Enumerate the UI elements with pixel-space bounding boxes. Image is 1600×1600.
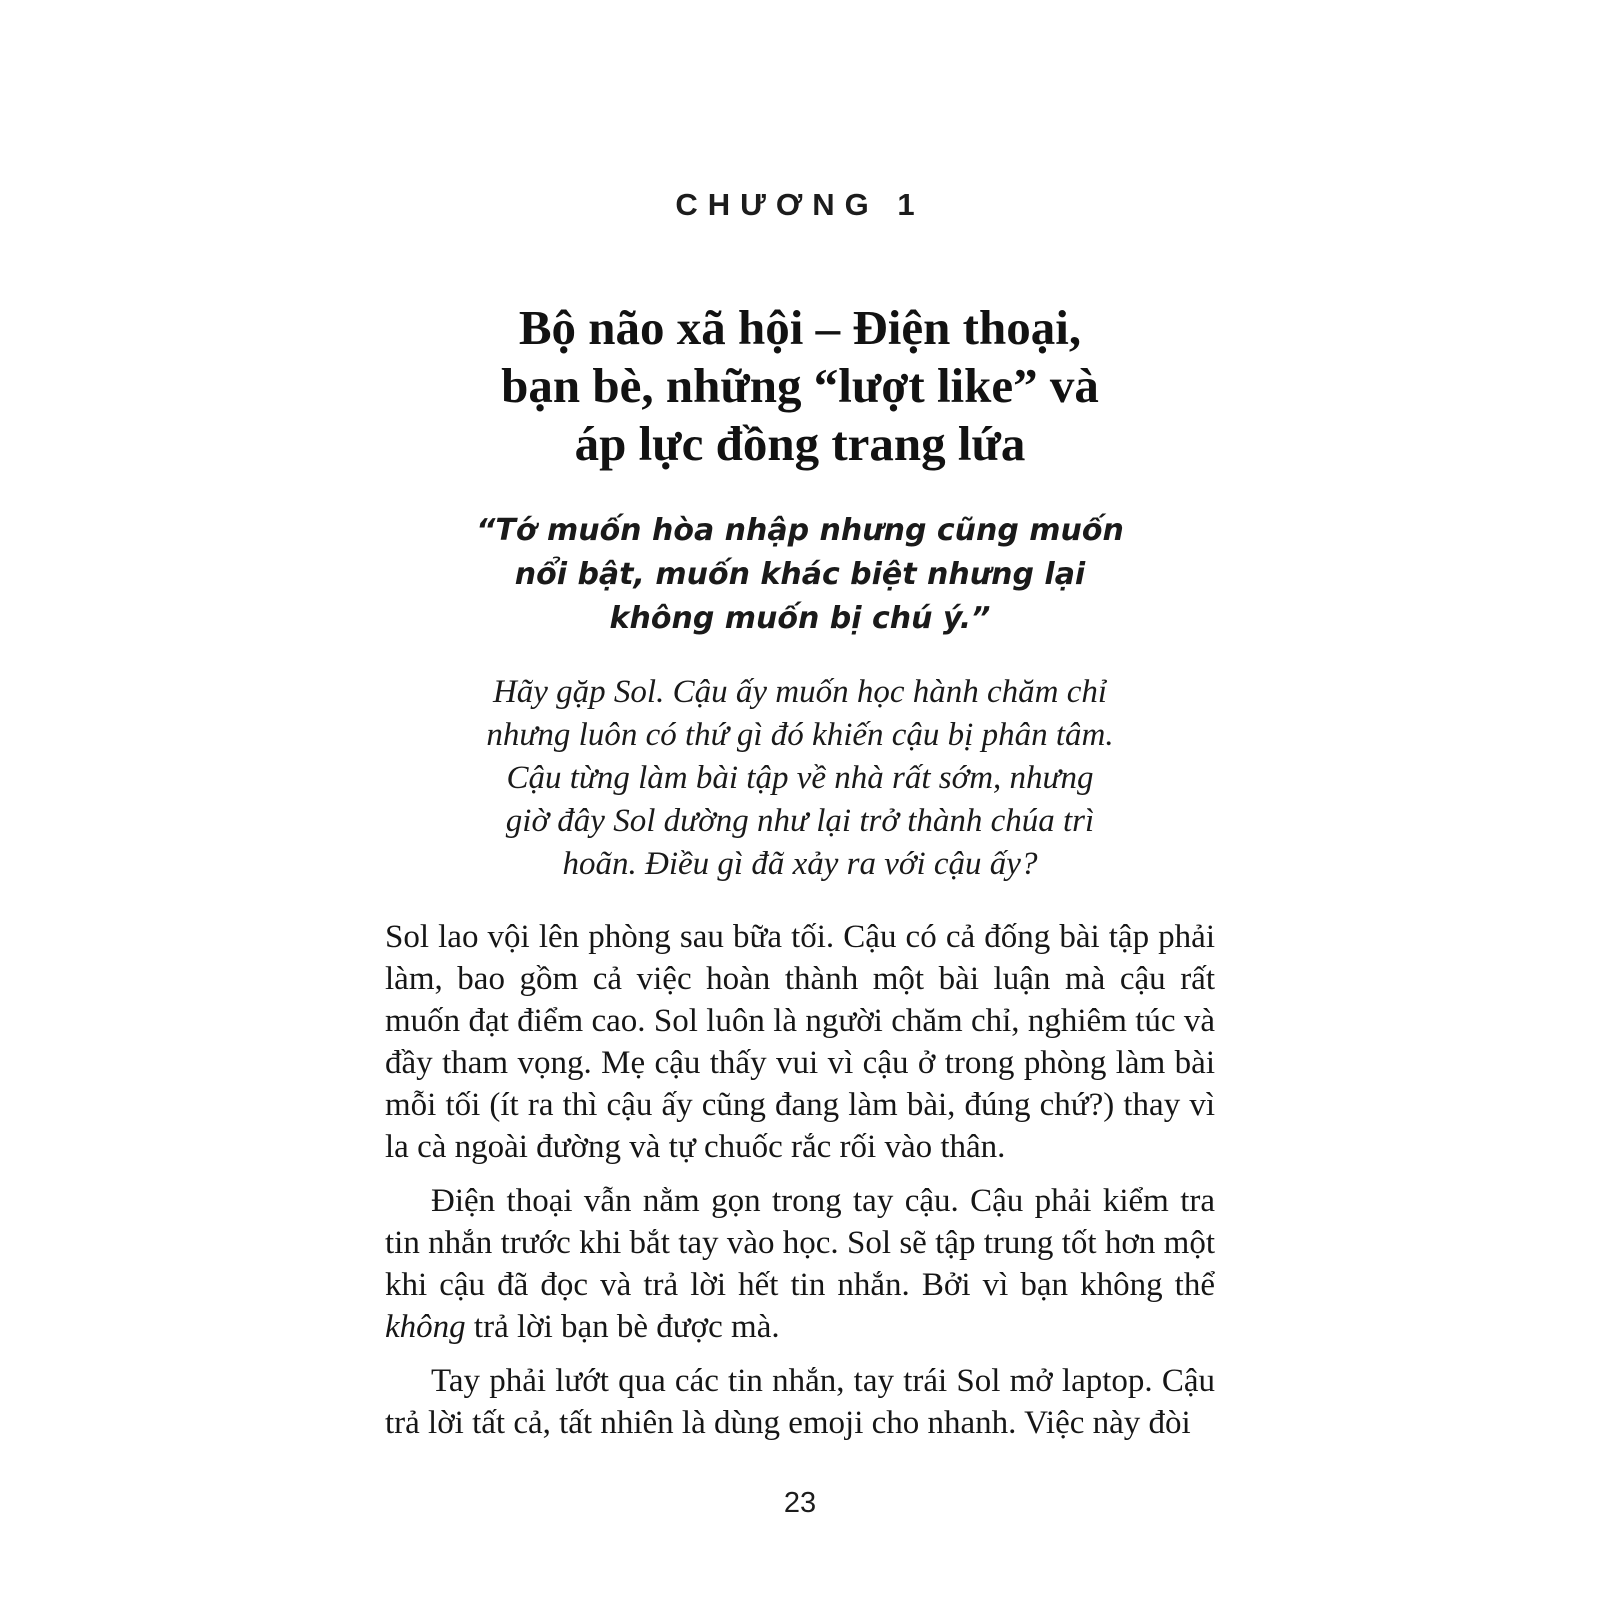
paragraph-2-italic-word: không [385,1309,466,1345]
paragraph-2-text-before: Điện thoại vẫn nằm gọn trong tay cậu. Cậu phải kiểm tra tin nhắn trước khi bắt tay vào học. Sol sẽ tập trung tốt hơn một khi cậu đã đọc và trả lời hết tin nhắn. Bởi vì bạn không thể [385,1183,1215,1303]
intro-line-3: Cậu từng làm bài tập về nhà rất sớm, nhưng [506,760,1094,796]
paragraph-1-text: Sol lao vội lên phòng sau bữa tối. Cậu có cả đống bài tập phải làm, bao gồm cả việc hoàn thành một bài luận mà cậu rất muốn đạt điểm cao. Sol luôn là người chăm chỉ, nghiêm túc và đầy tham vọng. Mẹ cậu thấy vui vì cậu ở trong phòng làm bài mỗi tối (ít ra thì cậu ấy cũng đang làm bài, đúng chứ?) thay vì la cà ngoài đường và tự chuốc rắc rối vào thân. [385,919,1215,1165]
intro-line-2: nhưng luôn có thứ gì đó khiến cậu bị phân tâm. [486,717,1114,753]
paragraph-3 [385,1360,1215,1444]
pull-quote-line-1: “Tớ muốn hòa nhập nhưng cũng muốn [476,513,1124,548]
page-number: 23 [783,1487,817,1519]
paragraph-3-text: Tay phải lướt qua các tin nhắn, tay trái Sol mở laptop. Cậu trả lời tất cả, tất nhiên là dùng emoji cho nhanh. Việc này đòi [385,1363,1215,1441]
chapter-title-line-2: bạn bè, những “lượt like” và [501,358,1099,413]
pull-quote-line-2: nổi bật, muốn khác biệt nhưng lại [514,557,1086,592]
intro-line-4: giờ đây Sol dường như lại trở thành chúa trì [505,803,1095,839]
pull-quote [0,509,1600,641]
chapter-title-line-1: Bộ não xã hội – Điện thoại, [518,300,1082,355]
intro-line-5: hoãn. Điều gì đã xảy ra với cậu ấy? [562,846,1038,882]
intro-block [0,671,1600,886]
paragraph-2 [385,1180,1215,1348]
chapter-title-line-3: áp lực đồng trang lứa [574,416,1026,471]
chapter-title [0,299,1600,473]
pull-quote-line-3: không muốn bị chú ý.” [609,601,991,636]
paragraph-1 [385,916,1215,1168]
paragraph-2-text-after: trả lời bạn bè được mà. [465,1309,780,1345]
chapter-label: CHƯƠNG 1 [675,187,925,222]
body-text [385,916,1215,1444]
intro-line-1: Hãy gặp Sol. Cậu ấy muốn học hành chăm chỉ [492,674,1108,710]
